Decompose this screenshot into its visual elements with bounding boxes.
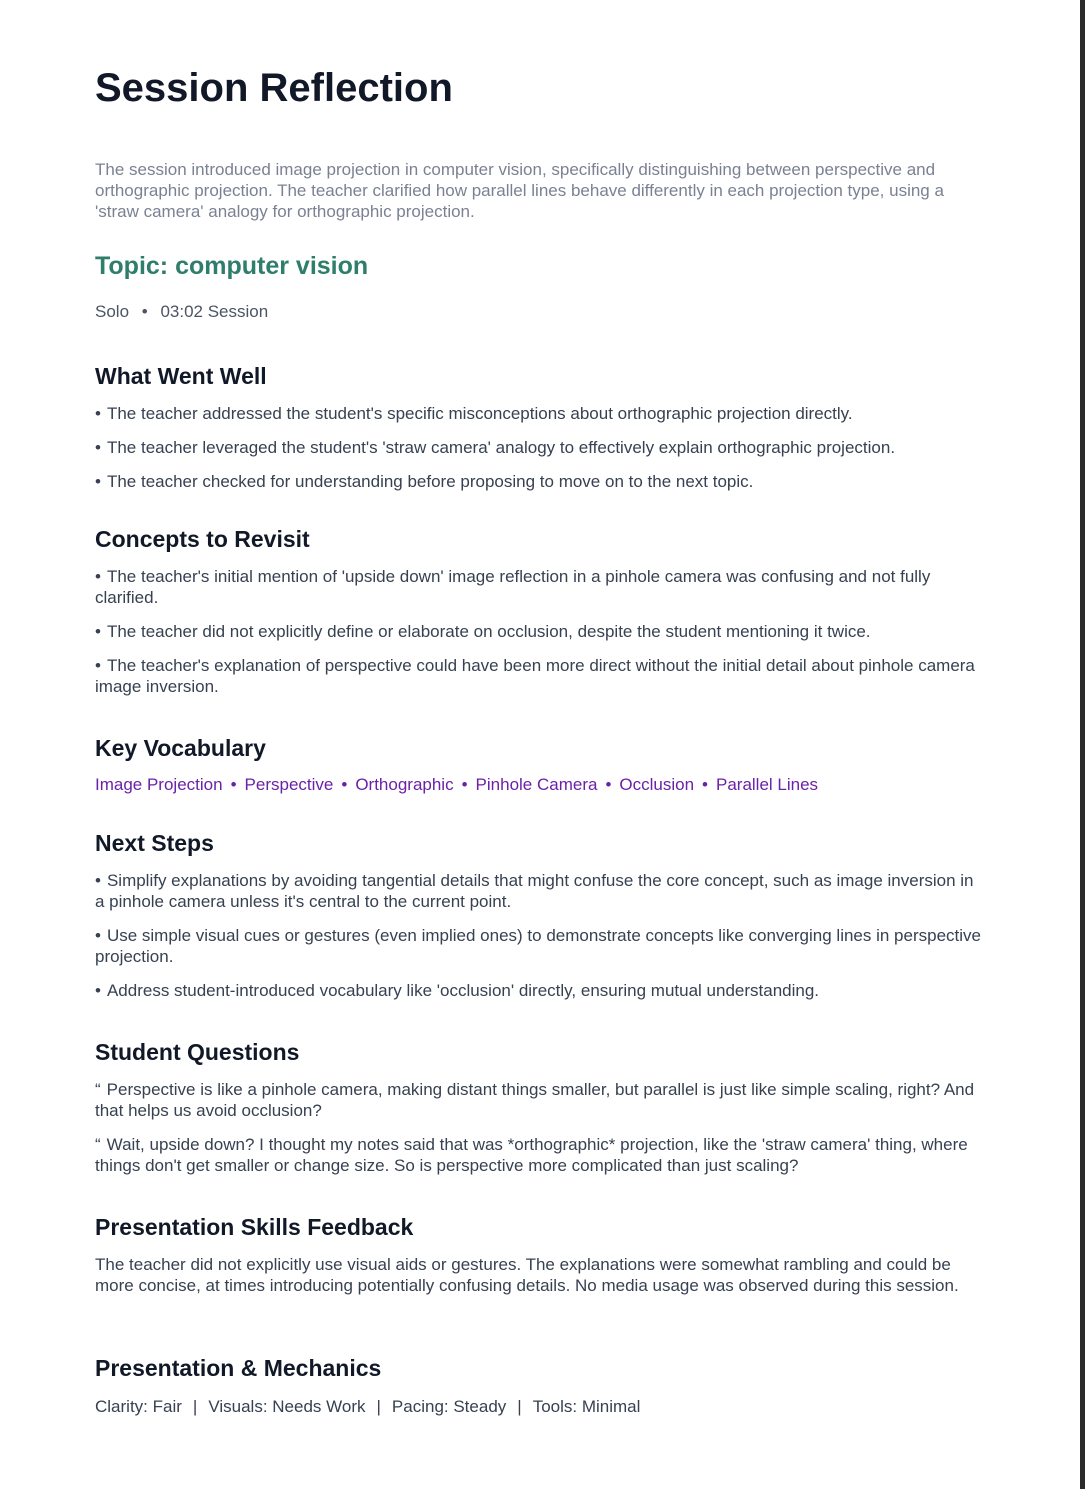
bullet: • [95, 567, 101, 586]
vocabulary-list [95, 775, 985, 795]
rating-separator: | [517, 1397, 522, 1416]
bullet: • [95, 404, 101, 423]
session-summary: The session introduced image projection in computer vision, specifically distinguishing between perspective and orthographic projection. The teacher clarified how parallel lines behave differently in each projection type, using a 'straw camera' analogy for orthographic projection. [95, 160, 944, 221]
list-item [95, 621, 985, 642]
list-item [95, 437, 985, 458]
item-text: The teacher addressed the student's specific misconceptions about orthographic projection directly. [106, 404, 853, 423]
bullet: • [95, 472, 101, 491]
section-key-vocabulary [95, 733, 985, 795]
vocab-term: Perspective [244, 775, 334, 794]
section-heading: Next Steps [95, 830, 214, 856]
list-item [95, 870, 985, 912]
rating-visuals: Visuals: Needs Work [208, 1397, 366, 1416]
rating-separator: | [376, 1397, 381, 1416]
list-item [95, 471, 985, 492]
session-mode: Solo [95, 302, 130, 321]
feedback-text: The teacher did not explicitly use visual aids or gestures. The explanations were somewhat rambling and could be more concise, at times introducing potentially confusing details. No media usage was observed during this session. [95, 1255, 959, 1295]
list-item [95, 403, 985, 424]
session-duration: 03:02 Session [160, 302, 269, 321]
section-concepts-revisit [95, 524, 985, 710]
list-item [95, 925, 985, 967]
item-text: The teacher's explanation of perspective could have been more direct without the initial detail about pinhole camera image inversion. [95, 656, 975, 696]
list-item [95, 980, 985, 1001]
section-presentation-feedback [95, 1212, 985, 1296]
vocab-separator: • [230, 775, 237, 794]
quote-icon: “ [95, 1135, 101, 1154]
page-edge [1080, 0, 1085, 1489]
bullet: • [95, 438, 101, 457]
vocab-separator: • [605, 775, 612, 794]
item-text: Address student-introduced vocabulary like 'occlusion' directly, ensuring mutual understanding. [106, 981, 820, 1000]
rating-tools: Tools: Minimal [532, 1397, 641, 1416]
bullet: • [95, 926, 101, 945]
section-heading: Concepts to Revisit [95, 526, 310, 552]
rating-clarity: Clarity: Fair [95, 1397, 182, 1416]
item-text: Use simple visual cues or gestures (even implied ones) to demonstrate concepts like converging lines in perspective projection. [95, 926, 981, 966]
vocab-separator: • [341, 775, 348, 794]
section-heading: Presentation & Mechanics [95, 1355, 382, 1381]
topic-heading: Topic: computer vision [95, 252, 369, 280]
section-heading: Student Questions [95, 1039, 300, 1065]
item-text: The teacher leveraged the student's 'straw camera' analogy to effectively explain orthographic projection. [106, 438, 896, 457]
section-student-questions [95, 1037, 985, 1189]
page-title: Session Reflection [95, 66, 453, 110]
question-text: Perspective is like a pinhole camera, making distant things smaller, but parallel is just like simple scaling, right? And that helps us avoid occlusion? [95, 1080, 975, 1120]
section-went-well [95, 361, 985, 505]
quote-icon: “ [95, 1080, 101, 1099]
rating-separator: | [192, 1397, 198, 1416]
item-text: The teacher checked for understanding before proposing to move on to the next topic. [106, 472, 754, 491]
bullet: • [95, 622, 101, 641]
item-text: The teacher did not explicitly define or elaborate on occlusion, despite the student mentioning it twice. [106, 622, 871, 641]
bullet: • [95, 981, 101, 1000]
question-item [95, 1079, 985, 1121]
vocab-term: Parallel Lines [716, 775, 819, 794]
question-item [95, 1134, 985, 1176]
session-meta [95, 302, 268, 322]
bullet: • [95, 656, 101, 675]
question-text: Wait, upside down? I thought my notes said that was *orthographic* projection, like the 'straw camera' thing, where things don't get smaller or change size. So is perspective more complicated than just scaling? [95, 1135, 968, 1175]
bullet: • [95, 871, 101, 890]
vocab-separator: • [702, 775, 708, 794]
vocab-term: Image Projection [95, 775, 223, 794]
section-presentation-mechanics [95, 1353, 985, 1417]
rating-pacing: Pacing: Steady [391, 1397, 507, 1416]
vocab-term: Pinhole Camera [475, 775, 598, 794]
meta-separator: • [141, 302, 148, 321]
section-heading: What Went Well [95, 363, 267, 389]
section-next-steps [95, 828, 985, 1014]
mechanics-ratings [95, 1397, 985, 1417]
item-text: Simplify explanations by avoiding tangential details that might confuse the core concept, such as image inversion in a pinhole camera unless it's central to the current point. [95, 871, 974, 911]
item-text: The teacher's initial mention of 'upside down' image reflection in a pinhole camera was confusing and not fully clarified. [95, 567, 931, 607]
section-heading: Key Vocabulary [95, 735, 266, 761]
vocab-term: Occlusion [619, 775, 695, 794]
list-item [95, 566, 985, 608]
list-item [95, 655, 985, 697]
vocab-term: Orthographic [355, 775, 454, 794]
section-heading: Presentation Skills Feedback [95, 1214, 414, 1240]
vocab-separator: • [461, 775, 468, 794]
